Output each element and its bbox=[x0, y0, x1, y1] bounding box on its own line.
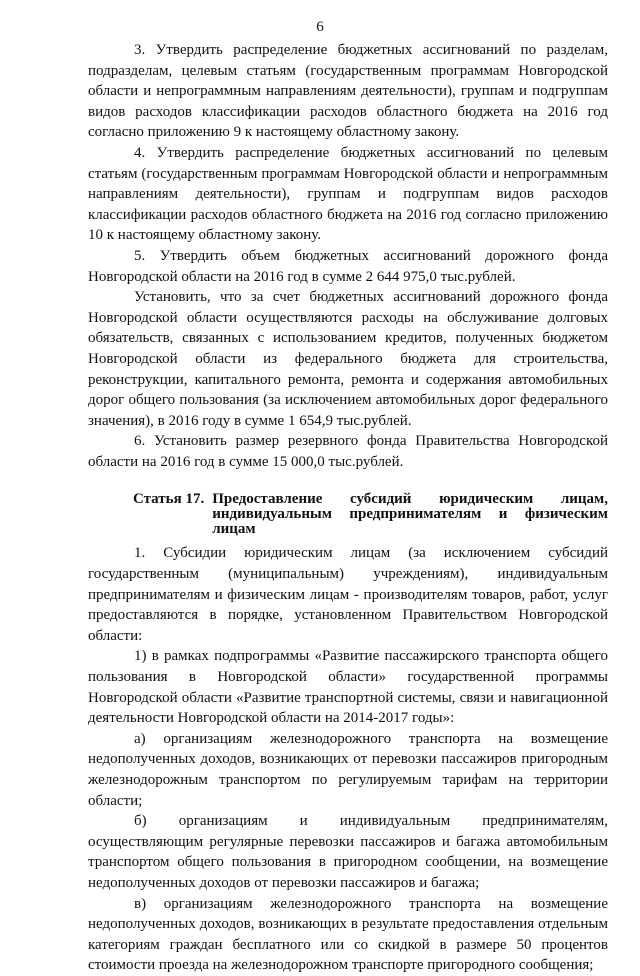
document-body bbox=[88, 40, 608, 976]
paragraph-subsidies-intro: 1. Субсидии юридическим лицам (за исключением субсидий государственным (муниципальным) учреждениям), индивидуальным предпринимателям и физическим лицам - производителям товаров, работ, услуг предоставляются в порядке, установленном Правительством Новгородской области: bbox=[88, 545, 608, 644]
paragraph-subprogram: 1) в рамках подпрограммы «Развитие пассажирского транспорта общего пользования в Новгородской области» государственной программы Новгородской области «Развитие транспортной системы, связи и навигационной деятельности Новгородской области на 2014-2017 годы»: bbox=[88, 648, 608, 727]
page-number: 6 bbox=[316, 19, 324, 35]
paragraph-item-5: 5. Утвердить объем бюджетных ассигнований дорожного фонда Новгородской области на 2016 год в сумме 2 644 975,0 тыс.рублей. bbox=[88, 247, 608, 285]
article-title: Предоставление субсидий юридическим лицам, индивидуальным предпринимателям и физическим лицам bbox=[212, 491, 608, 538]
paragraph-item-6: 6. Установить размер резервного фонда Правительства Новгородской области на 2016 год в сумме 15 000,0 тыс.рублей. bbox=[88, 433, 608, 470]
paragraph-item-b: б) организациям и индивидуальным предпринимателям, осуществляющим регулярные перевозки пассажиров и багажа автомобильным транспортом общего пользования в пригородном сообщении, на возмещение недополученных доходов от перевозки пассажиров и багажа; bbox=[88, 813, 608, 891]
paragraph-item-v: в) организациям железнодорожного транспорта на возмещение недополученных доходов, возникающих в результате предоставления отдельным категориям граждан бесплатного или со скидкой в размере 50 процентов стоимости проезда на железнодорожном транспорте пригородного сообщения; bbox=[88, 895, 608, 974]
article-heading bbox=[133, 492, 608, 537]
paragraph-item-a: а) организациям железнодорожного транспорта на возмещение недополученных доходов, возникающих от перевозки пассажиров пригородным железнодорожным транспортом по регулируемым тарифам на территории области; bbox=[88, 730, 608, 809]
paragraph-road-fund-expenses: Установить, что за счет бюджетных ассигнований дорожного фонда Новгородской области осуществляются расходы на обслуживание долговых обязательств, связанных с использованием кредитов, полученных бюджетом Новгородской области из федерального бюджета для строительства, реконструкции, капитального ремонта, ремонта и содержания автомобильных дорог общего пользования (за исключением автомобильных дорог федерального значения), в 2016 году в сумме 1 654,9 тыс.рублей. bbox=[88, 289, 608, 429]
article-number: Статья 17. bbox=[133, 491, 205, 508]
spacer bbox=[88, 472, 608, 492]
paragraph-item-4: 4. Утвердить распределение бюджетных ассигнований по целевым статьям (государственным программам Новгородской области и непрограммным направлениям деятельности), группам и подгруппам видов расходов классификации расходов областного бюджета на 2016 год согласно приложению 10 к настоящему областному закону. bbox=[88, 144, 608, 244]
paragraph-item-3: 3. Утвердить распределение бюджетных ассигнований по разделам, подразделам, целевым статьям (государственным программам Новгородской области и непрограммным направлениям деятельности), группам и подгруппам видов расходов классификации расходов областного бюджета на 2016 год согласно приложению 9 к настоящему областному закону. bbox=[88, 42, 608, 141]
